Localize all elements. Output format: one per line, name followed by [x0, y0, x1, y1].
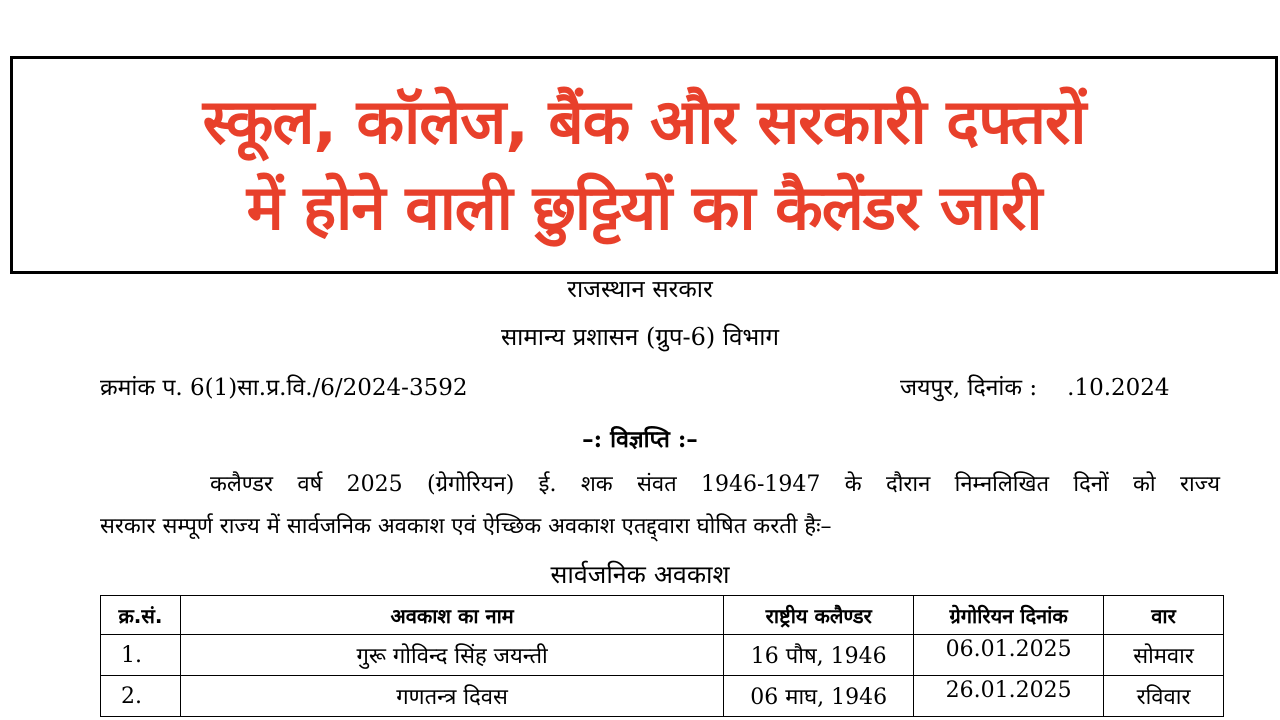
holiday-table: [100, 595, 1224, 717]
cell-national-date: 16 पौष, 1946: [724, 635, 914, 676]
section-heading: सार्वजनिक अवकाश: [550, 560, 730, 589]
issue-date: [900, 370, 1170, 402]
date-label: जयपुर, दिनांक :: [900, 375, 1038, 401]
header-holiday-name: अवकाश का नाम: [180, 596, 723, 635]
header-national-calendar: राष्ट्रीय कलैण्डर: [724, 596, 914, 635]
cell-holiday-name: गणतन्त्र दिवस: [180, 676, 723, 717]
cell-national-date: 06 माघ, 1946: [724, 676, 914, 717]
cell-serial: 1.: [101, 635, 181, 676]
headline-line-2: में होने वाली छुट्टियों का कैलेंडर जारी: [246, 171, 1042, 244]
header-serial: क्र.सं.: [101, 596, 181, 635]
cell-day: रविवार: [1104, 676, 1224, 717]
cell-holiday-name: गुरू गोविन्द सिंह जयन्ती: [180, 635, 723, 676]
notice-heading: –: विज्ञप्ति :–: [582, 426, 698, 453]
reference-number: क्रमांक प. 6(1)सा.प्र.वि./6/2024-3592: [100, 375, 468, 401]
headline-line-1: स्कूल, कॉलेज, बैंक और सरकारी दफ्तरों: [202, 85, 1086, 158]
cell-gregorian-date: 06.01.2025: [914, 635, 1104, 676]
table-header-row: [101, 596, 1224, 635]
table-row: [101, 635, 1224, 676]
cell-gregorian-date: 26.01.2025: [914, 676, 1104, 717]
department-name: सामान्य प्रशासन (ग्रुप-6) विभाग: [500, 323, 780, 351]
cell-day: सोमवार: [1104, 635, 1224, 676]
table-row: [101, 676, 1224, 717]
header-day: वार: [1104, 596, 1224, 635]
notice-paragraph-line-2: सरकार सम्पूर्ण राज्य में सार्वजनिक अवकाश एवं ऐच्छिक अवकाश एतद्द्वारा घोषित करती हैः–: [100, 514, 832, 539]
date-value: .10.2024: [1067, 375, 1170, 401]
notice-paragraph-line-1: कलैण्डर वर्ष 2025 (ग्रेगोरियन) ई. शक संवत 1946-1947 के दौरान निम्नलिखित दिनों को राज्य: [210, 472, 1220, 497]
government-name: राजस्थान सरकार: [567, 275, 713, 303]
headline-banner: [10, 56, 1278, 274]
header-gregorian-date: ग्रेगोरियन दिनांक: [914, 596, 1104, 635]
cell-serial: 2.: [101, 676, 181, 717]
